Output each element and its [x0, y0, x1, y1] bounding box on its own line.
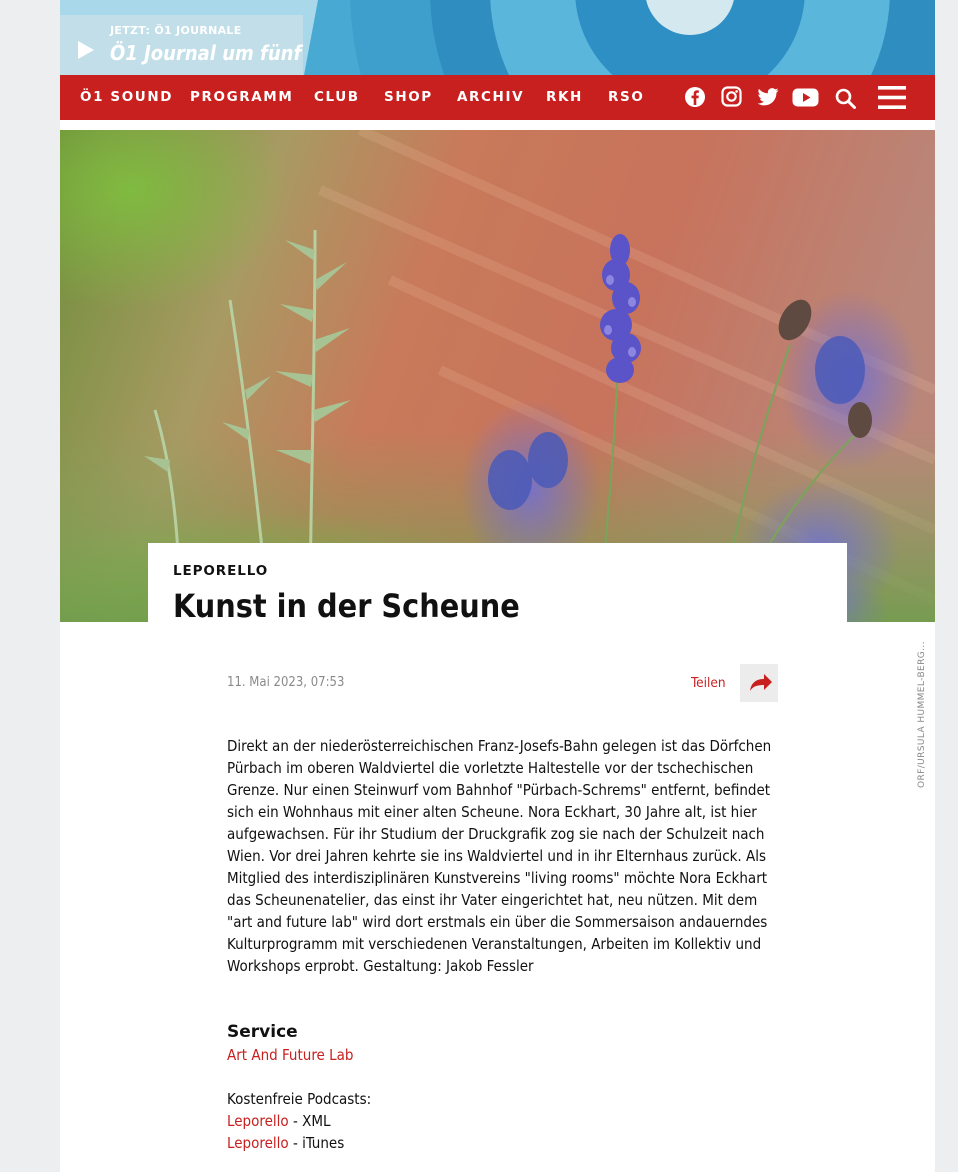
article-body: Direkt an der niederösterreichischen Franz-Josefs-Bahn gelegen ist das Dörfchen Pürbach im oberen Waldviertel die vorletzte Haltestelle vor der tschechischen Grenze. Nur einen Steinwurf vom Bahnhof "Pürbach-Schrems" entfernt, befindet sich ein Wohnhaus mit einer alten Scheune. Nora Eckhart, 30 Jahre alt, ist hier aufgewachsen. Für ihr Studium der Druckgrafik zog sie nach der Schulzeit nach Wien. Vor drei Jahren kehrte sie ins Waldviertel und in ihr Elternhaus zurück. Als Mitglied des interdisziplinären Kunstvereins "living rooms" möchte Nora Eckhart das Scheunenatelier, das einst ihr Vater eingerichtet hat, neu nützen. Mit dem "art and future lab" wird dort erstmals ein über die Sommersaison andauerndes Kulturprogramm mit verschiedenen Veranstaltungen, Arbeiten im Kollektiv und Workshops erprobt. Gestaltung: Jakob Fessler — [227, 737, 772, 975]
page — [60, 0, 935, 1172]
top-banner — [60, 0, 935, 75]
twitter-icon[interactable] — [757, 88, 779, 106]
main-nav — [60, 75, 935, 120]
show-kicker[interactable]: LEPORELLO — [173, 563, 269, 579]
nav-item-oe1-sound[interactable]: Ö1 SOUND — [80, 89, 174, 105]
share-arrow-icon — [740, 664, 778, 702]
podcast-row-itunes — [227, 1134, 344, 1152]
podcast-suffix-xml: - XML — [288, 1112, 331, 1130]
nav-item-rkh[interactable]: RKH — [546, 89, 583, 105]
now-playing-label: JETZT: Ö1 JOURNALE — [110, 24, 242, 37]
service-heading: Service — [227, 1022, 298, 1042]
podcast-suffix-itunes: - iTunes — [288, 1134, 345, 1152]
share-button[interactable] — [740, 664, 778, 702]
facebook-icon[interactable] — [684, 86, 706, 108]
page-title: Kunst in der Scheune — [173, 587, 520, 625]
podcasts-label: Kostenfreie Podcasts: — [227, 1090, 372, 1108]
play-icon[interactable] — [78, 41, 94, 59]
nav-item-shop[interactable]: SHOP — [384, 89, 433, 105]
publish-date: 11. Mai 2023, 07:53 — [227, 675, 345, 690]
instagram-icon[interactable] — [721, 86, 742, 107]
image-credit: ORF/URSULA HUMMEL-BERG... — [917, 641, 927, 788]
podcast-link-xml[interactable]: Leporello — [227, 1112, 289, 1130]
search-icon[interactable] — [835, 88, 856, 109]
service-link-art-and-future-lab[interactable]: Art And Future Lab — [227, 1046, 354, 1064]
now-playing-title[interactable]: Ö1 Journal um fünf — [110, 41, 302, 65]
title-card — [148, 543, 847, 625]
podcast-row-xml — [227, 1112, 331, 1130]
nav-item-rso[interactable]: RSO — [608, 89, 645, 105]
menu-icon[interactable] — [878, 85, 906, 110]
youtube-icon[interactable] — [792, 88, 819, 107]
now-playing-box[interactable] — [60, 15, 303, 75]
nav-item-programm[interactable]: PROGRAMM — [190, 89, 294, 105]
nav-item-archiv[interactable]: ARCHIV — [457, 89, 525, 105]
nav-item-club[interactable]: CLUB — [314, 89, 360, 105]
podcast-link-itunes[interactable]: Leporello — [227, 1134, 289, 1152]
share-label[interactable]: Teilen — [691, 675, 726, 691]
